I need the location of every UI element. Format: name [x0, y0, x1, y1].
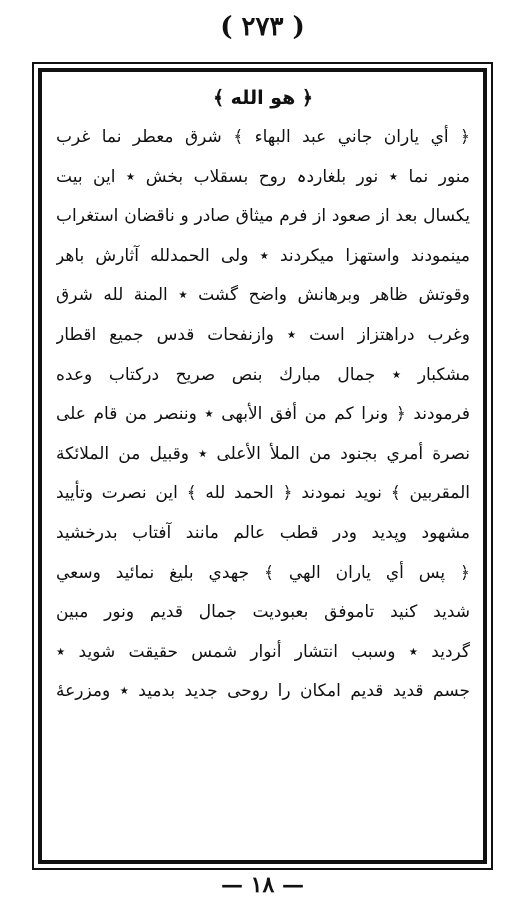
- text-line-14: گردید ٭ وسبب انتشار أنوار شمس حقیقت شوید ٭: [56, 641, 470, 662]
- tablet-heading: ﴿ هو الله ﴾: [212, 87, 314, 109]
- text-line-9: نصرة أمري بجنود من الملأ الأعلی ٭ وقبیل من الملائکة: [56, 443, 470, 464]
- page-number-top: ( ٢٧٣ ): [220, 12, 305, 42]
- text-line-2: منور نما ٭ نور بلغاردہ روح بسقلاب بخش ٭ این بیت: [56, 166, 470, 187]
- text-line-8: فرمودند ﴿ ونرا کم من أفق الأبهی ٭ وننصر من قام علی: [56, 404, 470, 425]
- text-line-13: شدید کنید تاموفق بعبودیت جمال قدیم ونور مبین: [56, 602, 470, 623]
- text-line-15: جسم قدید قدیم امکان را روحی جدید بدمید ٭ ومزرعهٔ: [56, 681, 470, 702]
- text-line-1: ﴿ أي ياران جاني عبد البهاء ﴾ شرق معطر نما غرب: [56, 127, 470, 147]
- text-block: [56, 78, 470, 712]
- text-line-10: المقربین ﴾ نوید نمودند ﴿ الحمد لله ﴾ این نصرت وتأیید: [56, 483, 470, 504]
- text-line-11: مشهود وپدید ودر قطب عالم مانند آفتاب بدرخشید: [56, 522, 470, 543]
- text-line-7: مشکبار ٭ جمال مبارك بنص صریح درکتاب وعده: [56, 364, 470, 385]
- text-line-12: ﴿ پس أي یاران الهي ﴾ جهدي بلیغ نمائید وسعي: [56, 562, 470, 583]
- text-line-3: یکسال بعد از صعود از فرم میثاق صادر و ناقضان استغراب: [56, 206, 470, 227]
- text-line-5: وقوتش ظاهر وبرهانش واضح گشت ٭ المنة لله شرق: [56, 285, 470, 306]
- text-line-6: وغرب دراهتزاز است ٭ وازنفحات قدس جمیع اقطار: [56, 324, 470, 345]
- page-number-bottom: — ١٨ —: [221, 872, 304, 898]
- text-line-4: مینمودند واستهزا میکردند ٭ ولی الحمدلله آثارش باهر: [56, 245, 470, 266]
